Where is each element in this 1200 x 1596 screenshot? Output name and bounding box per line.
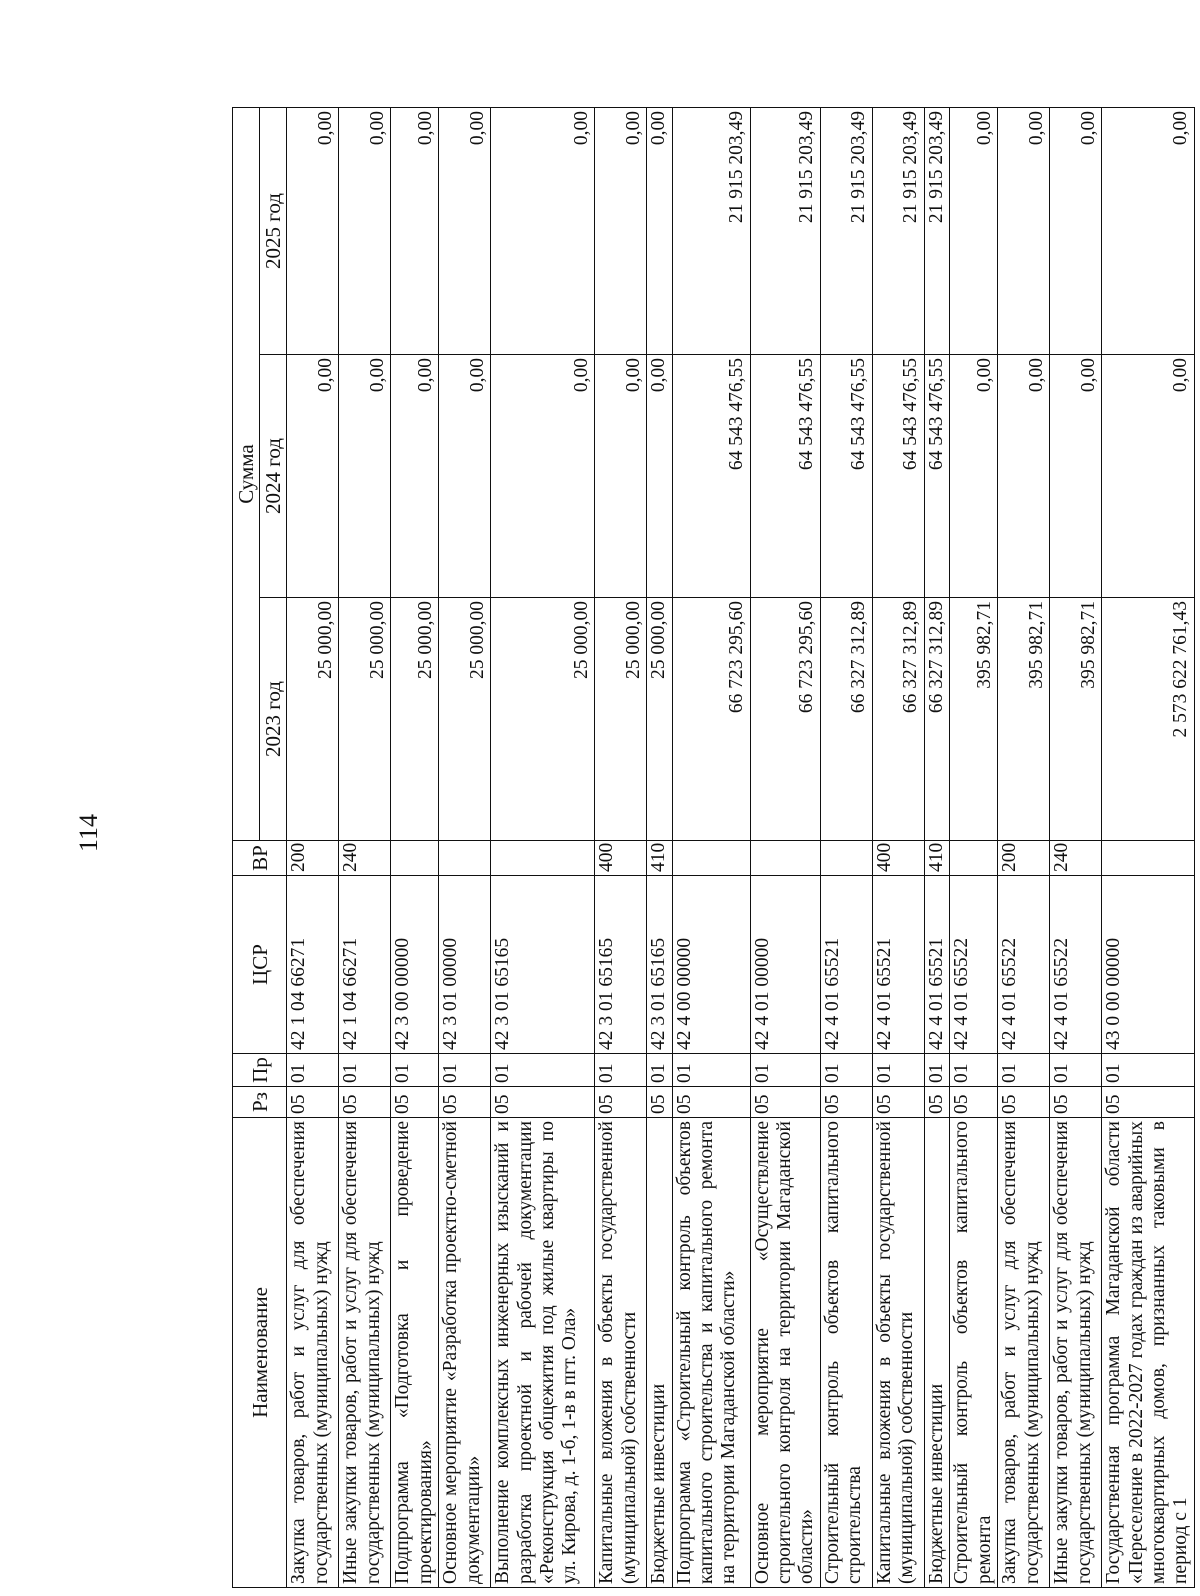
cell-2025: 0,00	[391, 108, 439, 355]
cell-rz: 05	[872, 1087, 924, 1118]
cell-2025: 21 915 203,49	[820, 108, 872, 355]
cell-pr: 01	[595, 1054, 647, 1087]
cell-pr: 01	[924, 1054, 949, 1087]
cell-2023: 25 000,00	[287, 598, 339, 841]
header-2025: 2025 год	[260, 108, 287, 355]
cell-csr: 42 4 01 65522	[1050, 876, 1102, 1054]
cell-pr: 01	[491, 1054, 595, 1087]
cell-csr: 42 1 04 66271	[287, 876, 339, 1054]
cell-2024: 64 543 476,55	[750, 355, 820, 598]
cell-pr: 01	[872, 1054, 924, 1087]
cell-2025: 0,00	[439, 108, 491, 355]
cell-2024: 0,00	[391, 355, 439, 598]
cell-pr: 01	[950, 1054, 998, 1087]
table-row	[820, 108, 872, 1588]
cell-vr	[820, 841, 872, 876]
cell-2025: 0,00	[998, 108, 1050, 355]
cell-name: Государственная программа Магаданской области «Переселение в 2022-2027 годах граждан из аварийных многоквартирных домов, признанных таковыми в период с 1	[1102, 1118, 1195, 1588]
cell-rz: 05	[491, 1087, 595, 1118]
cell-rz: 05	[1102, 1087, 1195, 1118]
cell-csr: 42 3 00 00000	[391, 876, 439, 1054]
table-row	[998, 108, 1050, 1588]
cell-vr: 400	[872, 841, 924, 876]
cell-rz: 05	[595, 1087, 647, 1118]
cell-vr: 400	[595, 841, 647, 876]
cell-2023: 66 327 312,89	[924, 598, 949, 841]
cell-name: Основное мероприятие «Разработка проектно-сметной документации»	[439, 1118, 491, 1588]
cell-2023: 25 000,00	[339, 598, 391, 841]
cell-name: Основное мероприятие «Осуществление строительного контроля на территории Магаданской области»	[750, 1118, 820, 1588]
cell-2023: 66 723 295,60	[672, 598, 750, 841]
cell-pr: 01	[287, 1054, 339, 1087]
cell-2024: 64 543 476,55	[924, 355, 949, 598]
cell-csr: 42 3 01 65165	[491, 876, 595, 1054]
cell-name: Бюджетные инвестиции	[647, 1118, 672, 1588]
cell-2024: 0,00	[998, 355, 1050, 598]
table-row	[647, 108, 672, 1588]
table-row	[872, 108, 924, 1588]
table-row	[924, 108, 949, 1588]
table-row	[339, 108, 391, 1588]
table-row	[391, 108, 439, 1588]
cell-2025: 21 915 203,49	[672, 108, 750, 355]
cell-vr: 410	[924, 841, 949, 876]
header-csr: ЦСР	[233, 876, 287, 1054]
cell-2024: 64 543 476,55	[820, 355, 872, 598]
cell-rz: 05	[924, 1087, 949, 1118]
cell-2023: 395 982,71	[950, 598, 998, 841]
cell-csr: 42 4 00 00000	[672, 876, 750, 1054]
cell-vr: 200	[287, 841, 339, 876]
cell-vr	[750, 841, 820, 876]
header-2023: 2023 год	[260, 598, 287, 841]
cell-vr: 410	[647, 841, 672, 876]
cell-rz: 05	[647, 1087, 672, 1118]
cell-2024: 0,00	[1050, 355, 1102, 598]
cell-rz: 05	[950, 1087, 998, 1118]
cell-name: Бюджетные инвестиции	[924, 1118, 949, 1588]
cell-2024: 0,00	[439, 355, 491, 598]
header-vr: ВР	[233, 841, 287, 876]
page-number: 114	[74, 813, 103, 853]
cell-pr: 01	[647, 1054, 672, 1087]
cell-rz: 05	[339, 1087, 391, 1118]
budget-table	[232, 107, 1195, 1588]
header-name: Наименование	[233, 1118, 287, 1588]
cell-vr	[1102, 841, 1195, 876]
table-row	[750, 108, 820, 1588]
cell-2024: 0,00	[1102, 355, 1195, 598]
cell-vr	[491, 841, 595, 876]
cell-csr: 42 4 01 65521	[820, 876, 872, 1054]
cell-name: Закупка товаров, работ и услуг для обеспечения государственных (муниципальных) нужд	[287, 1118, 339, 1588]
cell-2023: 395 982,71	[1050, 598, 1102, 841]
cell-csr: 42 1 04 66271	[339, 876, 391, 1054]
cell-csr: 42 3 01 00000	[439, 876, 491, 1054]
header-sum: Сумма	[233, 108, 260, 841]
cell-vr	[391, 841, 439, 876]
cell-2023: 66 327 312,89	[872, 598, 924, 841]
cell-pr: 01	[439, 1054, 491, 1087]
header-pr: Пр	[233, 1054, 287, 1087]
cell-rz: 05	[391, 1087, 439, 1118]
header-2024: 2024 год	[260, 355, 287, 598]
table-row	[491, 108, 595, 1588]
cell-rz: 05	[1050, 1087, 1102, 1118]
table-row	[672, 108, 750, 1588]
cell-2024: 0,00	[287, 355, 339, 598]
table-row	[439, 108, 491, 1588]
cell-name: Подпрограмма «Строительный контроль объектов капитального строительства и капитального ремонта на территории Магаданской области»	[672, 1118, 750, 1588]
cell-rz: 05	[998, 1087, 1050, 1118]
cell-pr: 01	[391, 1054, 439, 1087]
cell-pr: 01	[1102, 1054, 1195, 1087]
cell-2023: 66 327 312,89	[820, 598, 872, 841]
table-row	[1102, 108, 1195, 1588]
cell-name: Иные закупки товаров, работ и услуг для обеспечения государственных (муниципальных) нужд	[339, 1118, 391, 1588]
table-row	[950, 108, 998, 1588]
cell-2023: 25 000,00	[595, 598, 647, 841]
cell-pr: 01	[750, 1054, 820, 1087]
cell-csr: 42 4 01 65521	[872, 876, 924, 1054]
cell-2023: 2 573 622 761,43	[1102, 598, 1195, 841]
cell-2023: 25 000,00	[647, 598, 672, 841]
budget-table-container	[232, 108, 1192, 1588]
cell-2023: 25 000,00	[439, 598, 491, 841]
cell-2024: 64 543 476,55	[872, 355, 924, 598]
cell-csr: 43 0 00 00000	[1102, 876, 1195, 1054]
cell-2023: 66 723 295,60	[750, 598, 820, 841]
cell-pr: 01	[339, 1054, 391, 1087]
cell-2025: 0,00	[950, 108, 998, 355]
cell-2025: 21 915 203,49	[872, 108, 924, 355]
cell-csr: 42 3 01 65165	[595, 876, 647, 1054]
cell-vr	[439, 841, 491, 876]
cell-name: Выполнение комплексных инженерных изысканий и разработка проектной и рабочей документации «Реконструкция общежития под жилые квартиры по ул. Кирова, д. 1-б, 1-в в пгт. Ола»	[491, 1118, 595, 1588]
cell-2025: 0,00	[595, 108, 647, 355]
cell-vr	[672, 841, 750, 876]
cell-2024: 0,00	[491, 355, 595, 598]
cell-pr: 01	[998, 1054, 1050, 1087]
cell-2025: 0,00	[1050, 108, 1102, 355]
cell-2024: 0,00	[647, 355, 672, 598]
cell-csr: 42 3 01 65165	[647, 876, 672, 1054]
table-header	[233, 108, 287, 1588]
cell-rz: 05	[439, 1087, 491, 1118]
cell-2024: 0,00	[950, 355, 998, 598]
cell-vr: 240	[339, 841, 391, 876]
header-rz: Рз	[233, 1087, 287, 1118]
cell-2024: 0,00	[595, 355, 647, 598]
cell-name: Подпрограмма «Подготовка и проведение проектирования»	[391, 1118, 439, 1588]
cell-csr: 42 4 01 65522	[998, 876, 1050, 1054]
table-row	[1050, 108, 1102, 1588]
cell-name: Закупка товаров, работ и услуг для обеспечения государственных (муниципальных) нужд	[998, 1118, 1050, 1588]
cell-name: Строительный контроль объектов капитального строительства	[820, 1118, 872, 1588]
cell-name: Капитальные вложения в объекты государственной (муниципальной) собственности	[872, 1118, 924, 1588]
cell-2025: 0,00	[339, 108, 391, 355]
cell-2025: 21 915 203,49	[750, 108, 820, 355]
cell-2025: 21 915 203,49	[924, 108, 949, 355]
cell-pr: 01	[820, 1054, 872, 1087]
cell-2023: 25 000,00	[491, 598, 595, 841]
cell-rz: 05	[750, 1087, 820, 1118]
cell-rz: 05	[820, 1087, 872, 1118]
cell-csr: 42 4 01 65521	[924, 876, 949, 1054]
cell-rz: 05	[287, 1087, 339, 1118]
table-row	[595, 108, 647, 1588]
cell-2025: 0,00	[287, 108, 339, 355]
cell-2025: 0,00	[647, 108, 672, 355]
cell-2023: 395 982,71	[998, 598, 1050, 841]
cell-2023: 25 000,00	[391, 598, 439, 841]
table-body	[287, 108, 1194, 1588]
cell-name: Капитальные вложения в объекты государственной (муниципальной) собственности	[595, 1118, 647, 1588]
cell-rz: 05	[672, 1087, 750, 1118]
cell-name: Строительный контроль объектов капитального ремонта	[950, 1118, 998, 1588]
cell-vr	[950, 841, 998, 876]
cell-csr: 42 4 01 00000	[750, 876, 820, 1054]
cell-pr: 01	[1050, 1054, 1102, 1087]
cell-name: Иные закупки товаров, работ и услуг для обеспечения государственных (муниципальных) нужд	[1050, 1118, 1102, 1588]
table-row	[287, 108, 339, 1588]
cell-2024: 0,00	[339, 355, 391, 598]
cell-vr: 200	[998, 841, 1050, 876]
cell-vr: 240	[1050, 841, 1102, 876]
cell-pr: 01	[672, 1054, 750, 1087]
cell-2024: 64 543 476,55	[672, 355, 750, 598]
cell-csr: 42 4 01 65522	[950, 876, 998, 1054]
cell-2025: 0,00	[491, 108, 595, 355]
cell-2025: 0,00	[1102, 108, 1195, 355]
